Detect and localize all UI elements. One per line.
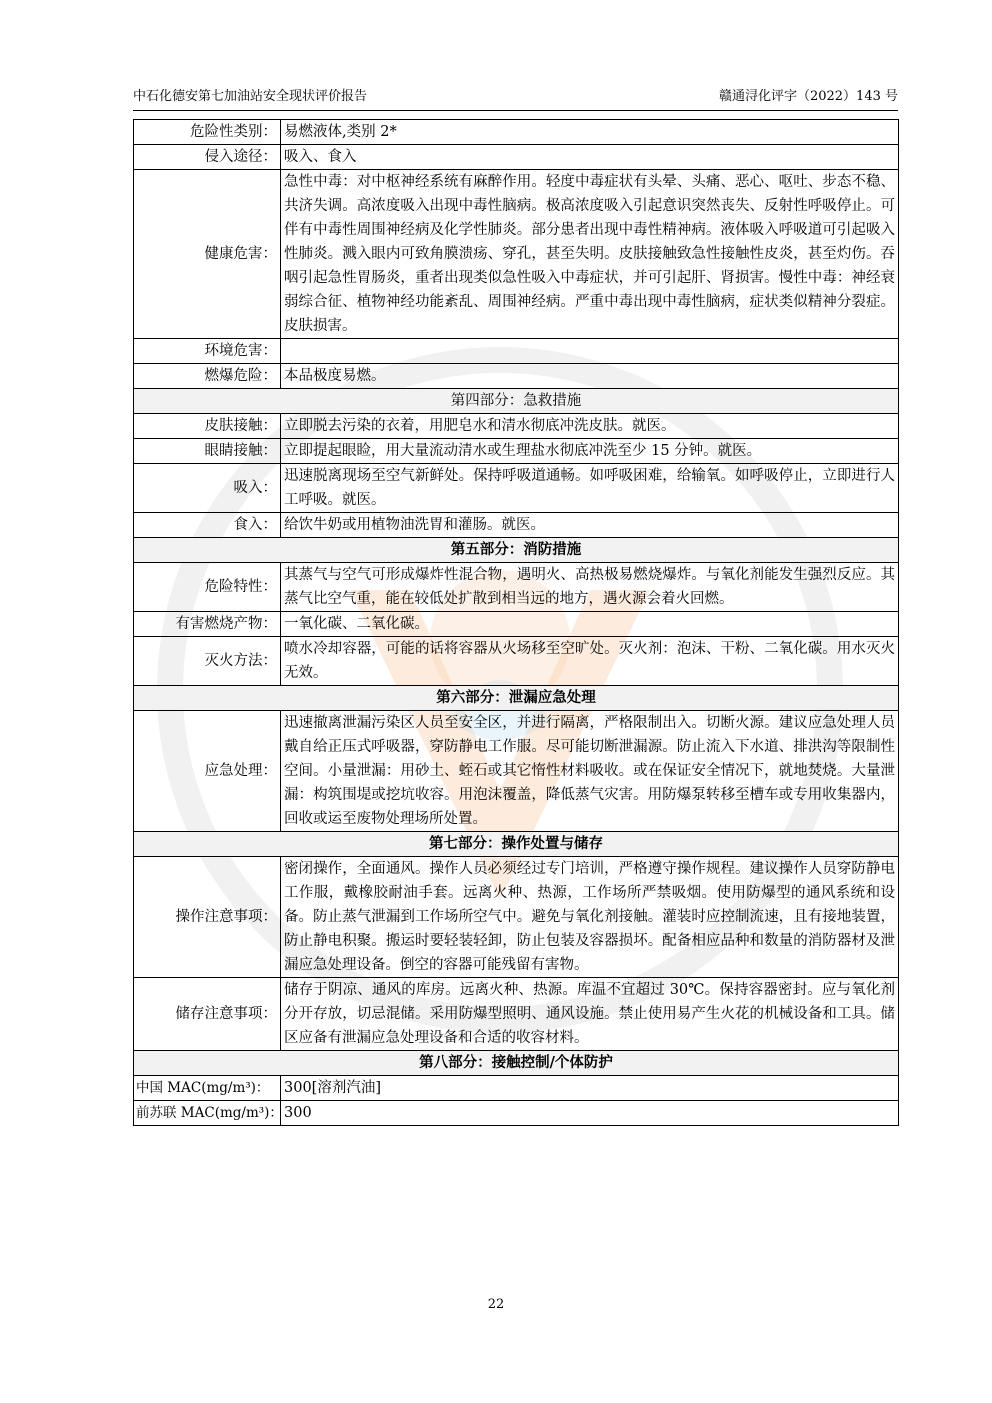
- row-value: 迅速撤离泄漏污染区人员至安全区，并进行隔离，严格限制出入。切断火源。建议应急处理人员戴自给正压式呼吸器，穿防静电工作服。尽可能切断泄漏源。防止流入下水道、排洪沟等限制性空间。小量泄漏：用砂土、蛭石或其它惰性材料吸收。或在保证安全情况下，就地焚烧。大量泄漏：构筑围堤或挖坑收容。用泡沫覆盖，降低蒸气灾害。用防爆泵转移至槽车或专用收集器内，回收或运至废物处理场所处置。: [281, 711, 899, 832]
- row-value: 迅速脱离现场至空气新鲜处。保持呼吸道通畅。如呼吸困难，给输氧。如呼吸停止，立即进行人工呼吸。就医。: [281, 464, 899, 513]
- table-row: [134, 513, 899, 538]
- row-value: 一氧化碳、二氧化碳。: [281, 612, 899, 637]
- row-value: 300: [281, 1101, 899, 1126]
- table-row: [134, 364, 899, 389]
- section-header-row: [134, 1051, 899, 1076]
- row-label: 中国 MAC(mg/m³)：: [134, 1076, 281, 1101]
- row-label: 环境危害：: [134, 339, 281, 364]
- row-label: 应急处理：: [134, 711, 281, 832]
- row-label: 前苏联 MAC(mg/m³)：: [134, 1101, 281, 1126]
- table-row: [134, 145, 899, 170]
- section-header-row: [134, 389, 899, 414]
- row-label: 健康危害：: [134, 170, 281, 339]
- row-value: 吸入、食入: [281, 145, 899, 170]
- table-row: [134, 612, 899, 637]
- table-row: [134, 978, 899, 1051]
- row-label: 灭火方法：: [134, 637, 281, 686]
- table-row: [134, 711, 899, 832]
- row-value: 急性中毒：对中枢神经系统有麻醉作用。轻度中毒症状有头晕、头痛、恶心、呕吐、步态不稳、共济失调。高浓度吸入出现中毒性脑病。极高浓度吸入引起意识突然丧失、反射性呼吸停止。可伴有中毒性周围神经病及化学性肺炎。部分患者出现中毒性精神病。液体吸入呼吸道可引起吸入性肺炎。溅入眼内可致角膜溃疡、穿孔，甚至失明。皮肤接触致急性接触性皮炎，甚至灼伤。吞咽引起急性胃肠炎，重者出现类似急性吸入中毒症状，并可引起肝、肾损害。慢性中毒：神经衰弱综合征、植物神经功能紊乱、周围神经病。严重中毒出现中毒性脑病，症状类似精神分裂症。皮肤损害。: [281, 170, 899, 339]
- page-header: [133, 88, 898, 111]
- row-label: 皮肤接触：: [134, 414, 281, 439]
- table-row: [134, 464, 899, 513]
- row-value: [281, 339, 899, 364]
- header-document-number: 赣通浔化评字（2022）143 号: [718, 89, 898, 104]
- section-header-row: [134, 686, 899, 711]
- section-title: 第八部分：接触控制/个体防护: [134, 1051, 899, 1076]
- row-value: 立即脱去污染的衣着，用肥皂水和清水彻底冲洗皮肤。就医。: [281, 414, 899, 439]
- table-row: [134, 120, 899, 145]
- row-value: 易燃液体,类别 2*: [281, 120, 899, 145]
- table-row: [134, 1101, 899, 1126]
- row-label: 侵入途径：: [134, 145, 281, 170]
- table-row: [134, 414, 899, 439]
- row-value: 其蒸气与空气可形成爆炸性混合物，遇明火、高热极易燃烧爆炸。与氧化剂能发生强烈反应。其蒸气比空气重，能在较低处扩散到相当远的地方，遇火源会着火回燃。: [281, 563, 899, 612]
- row-label: 燃爆危险：: [134, 364, 281, 389]
- row-value: 本品极度易燃。: [281, 364, 899, 389]
- section-header-row: [134, 832, 899, 857]
- row-label: 储存注意事项：: [134, 978, 281, 1051]
- row-label: 危险特性：: [134, 563, 281, 612]
- row-value: 300[溶剂汽油]: [281, 1076, 899, 1101]
- section-title: 第七部分：操作处置与储存: [134, 832, 899, 857]
- table-row: [134, 170, 899, 339]
- msds-table: [133, 119, 899, 1126]
- row-label: 吸入：: [134, 464, 281, 513]
- row-label: 危险性类别：: [134, 120, 281, 145]
- row-value: 喷水冷却容器，可能的话将容器从火场移至空旷处。灭火剂：泡沫、干粉、二氧化碳。用水灭火无效。: [281, 637, 899, 686]
- table-row: [134, 339, 899, 364]
- header-report-title: 中石化德安第七加油站安全现状评价报告: [133, 89, 368, 104]
- section-title: 第四部分：急救措施: [134, 389, 899, 414]
- section-title: 第五部分：消防措施: [134, 538, 899, 563]
- row-label: 操作注意事项：: [134, 857, 281, 978]
- table-row: [134, 439, 899, 464]
- row-label: 食入：: [134, 513, 281, 538]
- row-value: 立即提起眼睑，用大量流动清水或生理盐水彻底冲洗至少 15 分钟。就医。: [281, 439, 899, 464]
- table-row: [134, 563, 899, 612]
- table-row: [134, 637, 899, 686]
- row-value: 给饮牛奶或用植物油洗胃和灌肠。就医。: [281, 513, 899, 538]
- row-value: 储存于阴凉、通风的库房。远离火种、热源。库温不宜超过 30℃。保持容器密封。应与氧化剂分开存放，切忌混储。采用防爆型照明、通风设施。禁止使用易产生火花的机械设备和工具。储区应备有泄漏应急处理设备和合适的收容材料。: [281, 978, 899, 1051]
- page-number: 22: [487, 1297, 505, 1312]
- section-header-row: [134, 538, 899, 563]
- row-label: 眼睛接触：: [134, 439, 281, 464]
- row-label: 有害燃烧产物：: [134, 612, 281, 637]
- section-title: 第六部分：泄漏应急处理: [134, 686, 899, 711]
- row-value: 密闭操作，全面通风。操作人员必须经过专门培训，严格遵守操作规程。建议操作人员穿防静电工作服，戴橡胶耐油手套。远离火种、热源，工作场所严禁吸烟。使用防爆型的通风系统和设备。防止蒸气泄漏到工作场所空气中。避免与氧化剂接触。灌装时应控制流速，且有接地装置，防止静电积聚。搬运时要轻装轻卸，防止包装及容器损坏。配备相应品种和数量的消防器材及泄漏应急处理设备。倒空的容器可能残留有害物。: [281, 857, 899, 978]
- table-row: [134, 1076, 899, 1101]
- table-row: [134, 857, 899, 978]
